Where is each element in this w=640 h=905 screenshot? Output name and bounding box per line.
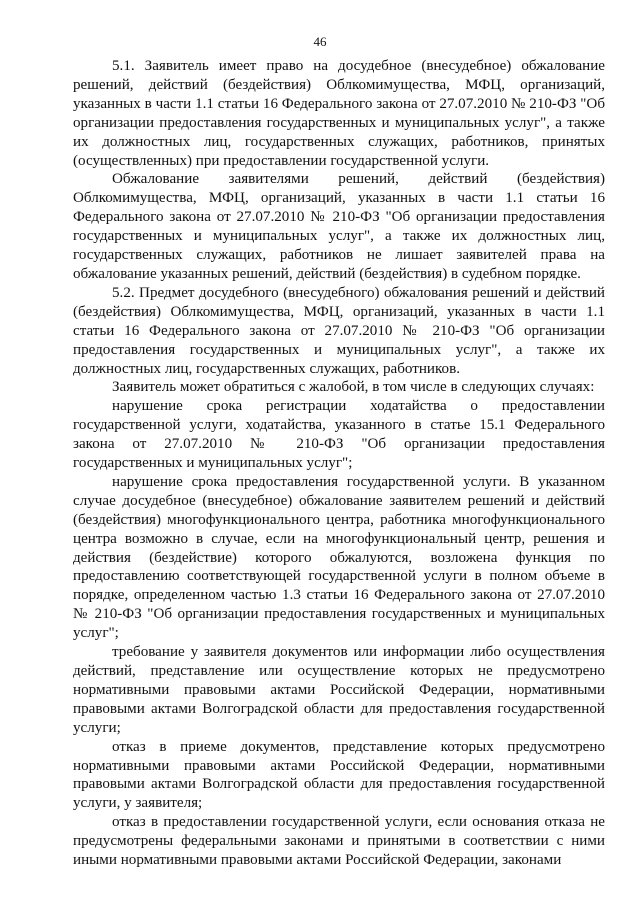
list-item-deadline-violation: нарушение срока предоставления государственной услуги. В указанном случае досудебное (внесудебное) обжалование заявителем решений и действий (бездействия) многофункционального центра, работника многофункционального центра возможно в случае, если на многофункциональный центр, решения и действия (бездействие) которого обжалуются, возложена функция по предоставлению соответствующей государственной услуги в полном объеме в порядке, определенном частью 1.3 статьи 16 Федерального закона от 27.07.2010 № 210-ФЗ "Об организации предоставления государственных и муниципальных услуг";: [73, 473, 605, 642]
paragraph-complaint-cases: Заявитель может обратиться с жалобой, в том числе в следующих случаях:: [112, 379, 595, 396]
page-number: 46: [313, 34, 327, 49]
paragraph-5-1: 5.1. Заявитель имеет право на досудебное (внесудебное) обжалование решений, действий (бездействия) Облкомимущества, МФЦ, организаций, указанных в части 1.1 статьи 16 Федерального закона от 27.07.2010 № 210-ФЗ "Об организации предоставления государственных и муниципальных услуг", а также их должностных лиц, государственных служащих, работников, принятых (осуществленных) при предоставлении государственной услуги.: [73, 58, 605, 169]
list-item-registration-violation: нарушение срока регистрации ходатайства о предоставлении государственной услуги, ходатайства, указанного в статье 15.1 Федерального закона от 27.07.2010 № 210-ФЗ "Об организации предоставления государственных и муниципальных услуг";: [73, 398, 605, 472]
paragraph-5-2: 5.2. Предмет досудебного (внесудебного) обжалования решений и действий (бездействия) Облкомимущества, МФЦ, организаций, указанных в части 1.1 статьи 16 Федерального закона от 27.07.2010 № 210-ФЗ "Об организации предоставления государственных и муниципальных услуг", а также их должностных лиц, государственных служащих, работников.: [73, 284, 605, 377]
paragraph-appeal-court: Обжалование заявителями решений, действий (бездействия) Облкомимущества, МФЦ, организаций, указанных в части 1.1 статьи 16 Федерального закона от 27.07.2010 № 210-ФЗ "Об организации предоставления государственных и муниципальных услуг", а также их должностных лиц, государственных служащих, работников не лишает заявителей права на обжалование указанных решений, действий (бездействия) в судебном порядке.: [73, 171, 605, 282]
list-item-documents-requirement: требование у заявителя документов или информации либо осуществления действий, представление или осуществление которых не предусмотрено нормативными правовыми актами Российской Федерации, нормативными правовыми актами Волгоградской области для предоставления государственной услуги;: [73, 644, 605, 736]
list-item-service-refusal: отказ в предоставлении государственной услуги, если основания отказа не предусмотрены федеральными законами и принятыми в соответствии с ними иными нормативными правовыми актами Российской Федерации, законами: [73, 814, 605, 869]
body-text: [73, 57, 605, 870]
list-item-acceptance-refusal: отказ в приеме документов, представление которых предусмотрено нормативными правовыми актами Российской Федерации, нормативными правовыми актами Волгоградской области для предоставления государственной услуги, у заявителя;: [73, 738, 605, 812]
